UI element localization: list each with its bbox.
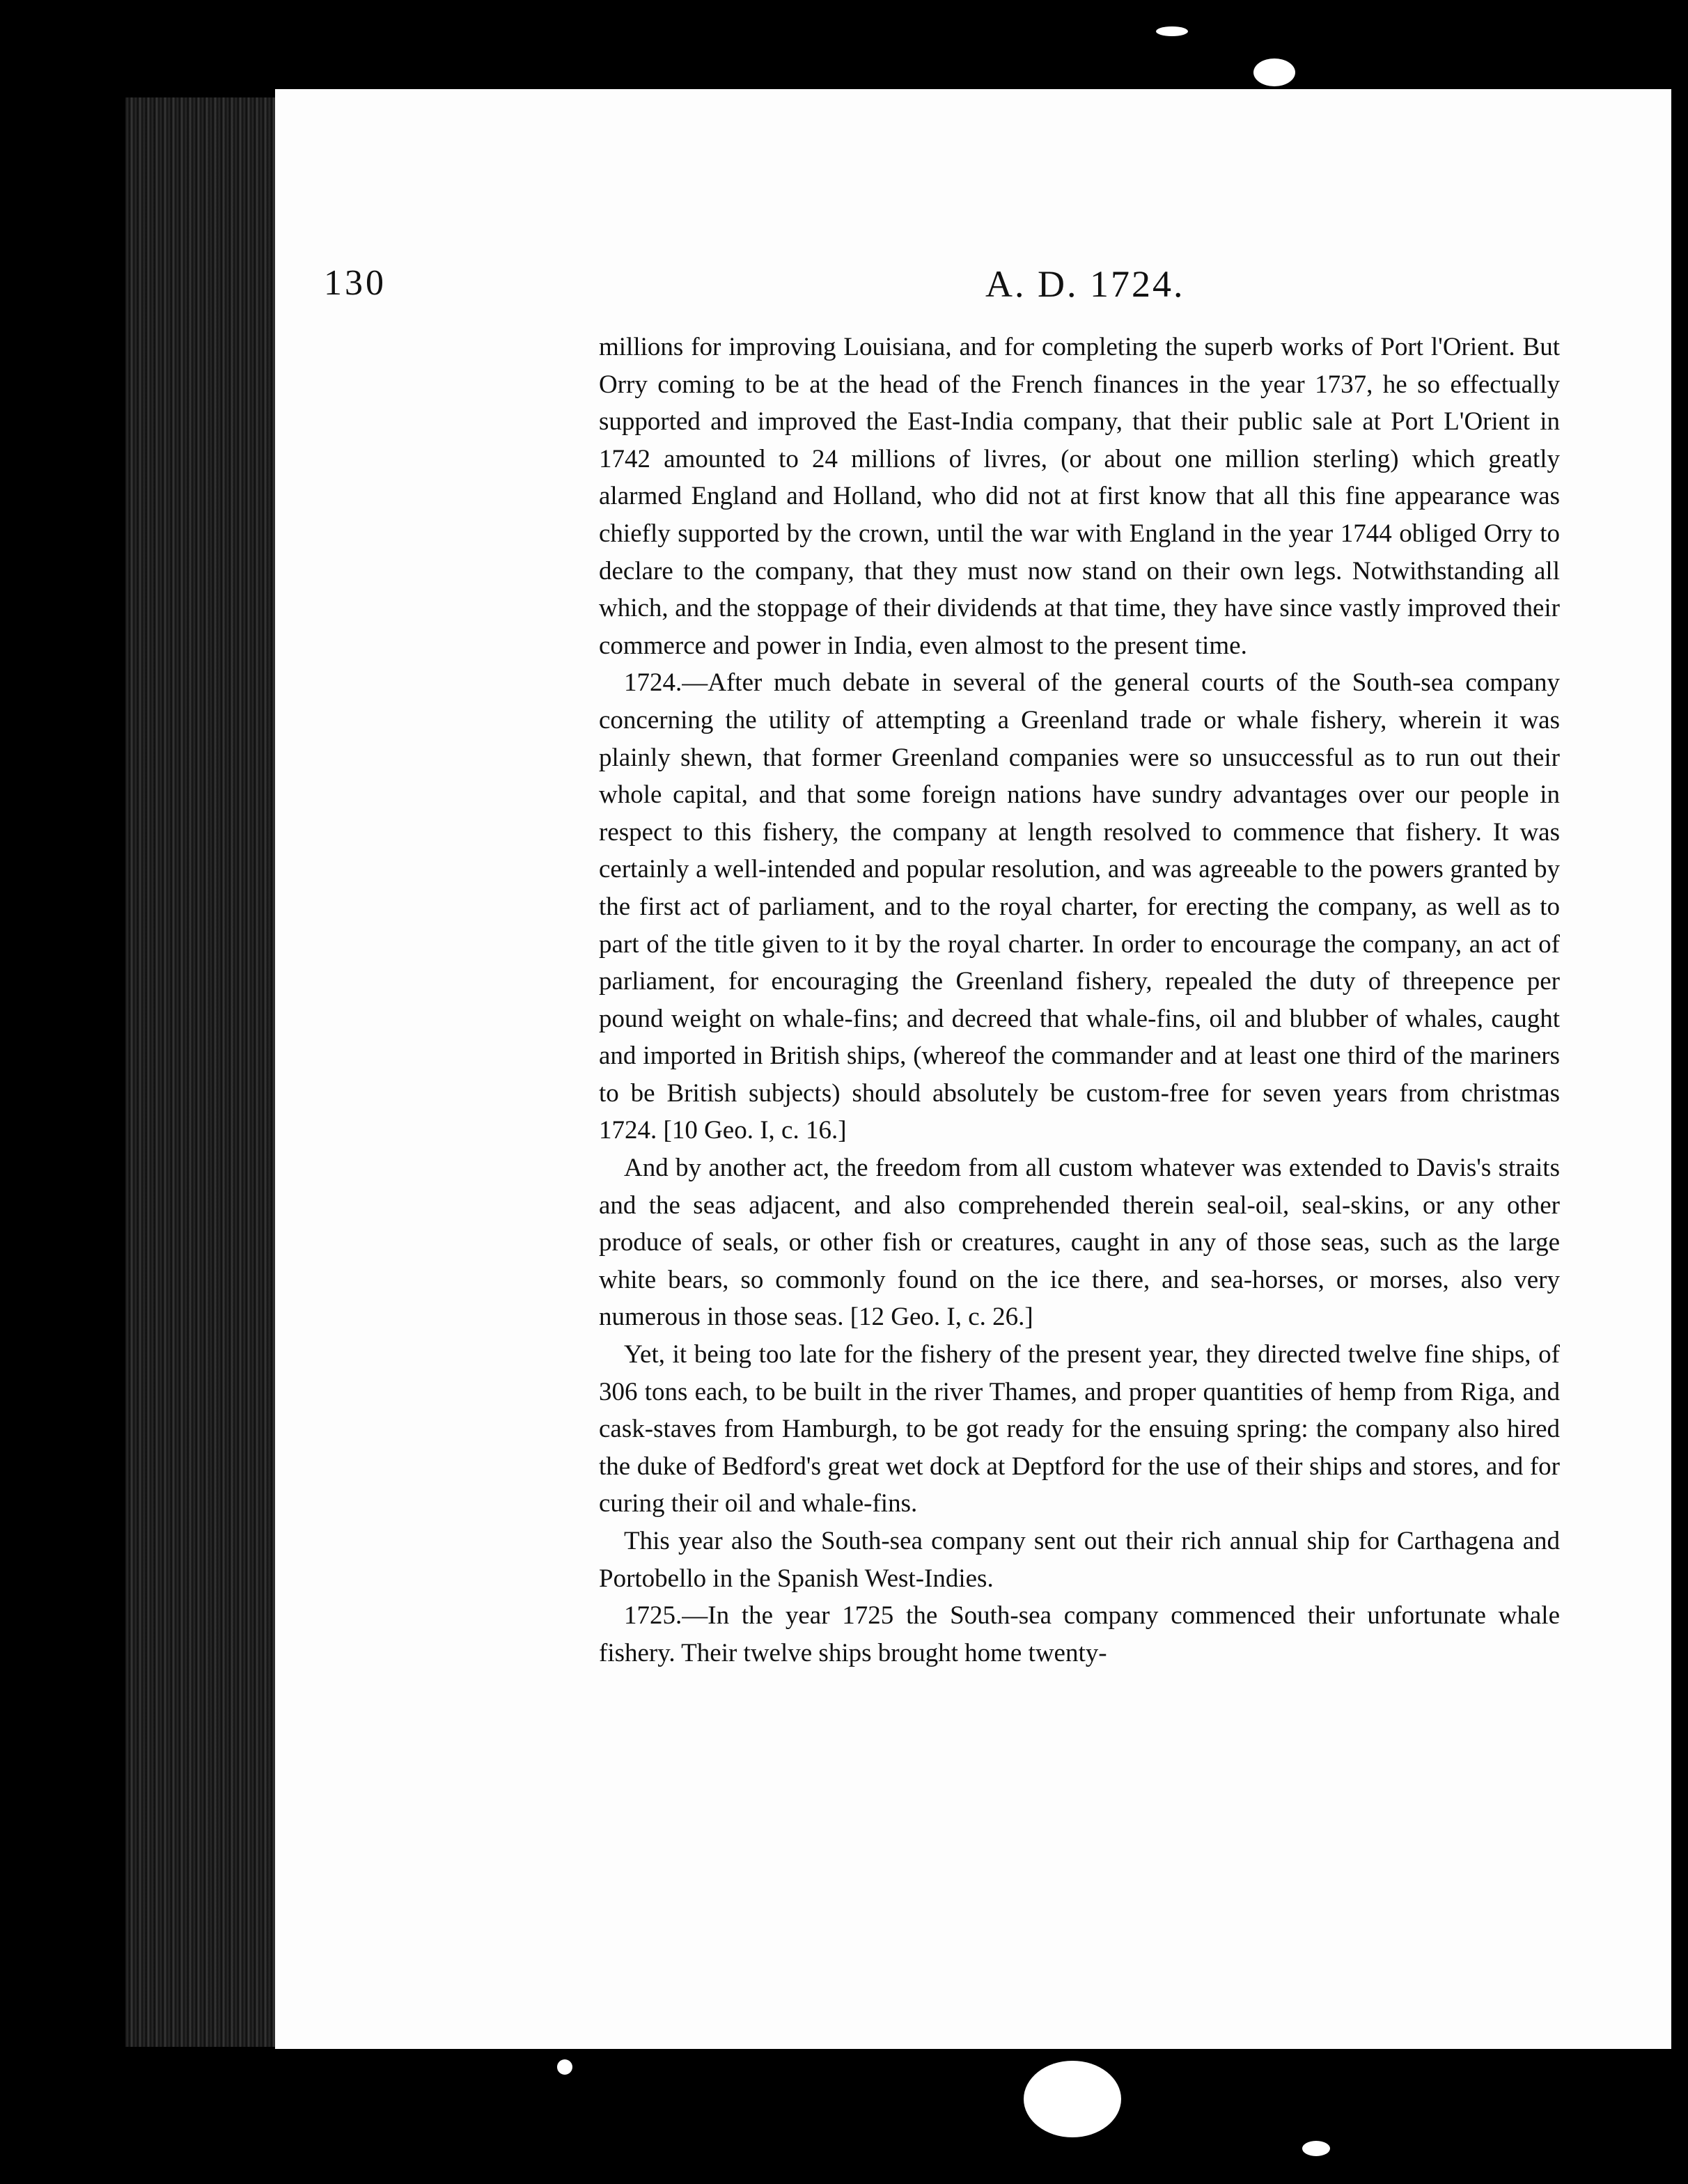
page-header-title: A. D. 1724. — [985, 263, 1185, 305]
dust-speck — [557, 2059, 572, 2075]
dust-speck — [1024, 2061, 1121, 2137]
paragraph-1725-whale-fishery: 1725.—In the year 1725 the South-sea company commenced their unfortunate whale fishery. Their twelve ships brought home twenty- — [599, 1601, 1560, 1667]
dust-speck — [1156, 26, 1188, 36]
paragraph-davis-straits-act: And by another act, the freedom from all custom whatever was extended to Davis's straits and the seas adjacent, and also comprehended therein seal-oil, seal-skins, or any other produce of seals, or other fish or creatures, caught in any of those seas, such as the large white bears, so commonly found on the ice there, and sea-horses, or morses, also very numerous in those seas. [12 Geo. I, c. 26.] — [599, 1154, 1560, 1332]
paragraph-continued: millions for improving Louisiana, and for completing the superb works of Port l'Orient. But Orry coming to be at the head of the French finances in the year 1737, he so effectually supported and improved the East-India company, that their public sale at Port L'Orient in 1742 amounted to 24 millions of livres, (or about one million sterling) which greatly alarmed England and Holland, who did not at first know that all this fine appearance was chiefly supported by the crown, until the war with England in the year 1744 obliged Orry to declare to the company, that they must now stand on their own legs. Notwithstanding all which, and the stoppage of their dividends at that time, they have since vastly improved their commerce and power in India, even almost to the present time. — [599, 333, 1560, 660]
dust-speck — [1302, 2141, 1330, 2156]
paragraph-annual-ship: This year also the South-sea company sent out their rich annual ship for Carthagena and Portobello in the Spanish West-Indies. — [599, 1527, 1560, 1593]
body-text — [599, 329, 1560, 1672]
paragraph-ships-built-thames: Yet, it being too late for the fishery of the present year, they directed twelve fine ships, of 306 tons each, to be built in the river Thames, and proper quantities of hemp from Riga, and cask-staves from Hamburgh, to be got ready for the ensuing spring: the company also hired the duke of Bedford's great wet dock at Deptford for the use of their ships and stores, and for curing their oil and whale-fins. — [599, 1340, 1560, 1518]
paragraph-1724-greenland-fishery: 1724.—After much debate in several of the general courts of the South-sea company concerning the utility of attempting a Greenland trade or whale fishery, wherein it was plainly shewn, that former Greenland companies were so unsuccessful as to run out their whole capital, and that some foreign nations have sundry advantages over our people in respect to this fishery, the company at length resolved to commence that fishery. It was certainly a well-intended and popular resolution, and was agreeable to the powers granted by the first act of parliament, and to the royal charter, for erecting the company, as well as to part of the title given to it by the royal charter. In order to encourage the company, an act of parliament, for encouraging the Greenland fishery, repealed the duty of threepence per pound weight on whale-fins; and decreed that whale-fins, oil and blubber of whales, caught and imported in British ships, (whereof the commander and at least one third of the mariners to be British subjects) should absolutely be custom-free for seven years from christmas 1724. [10 Geo. I, c. 16.] — [599, 668, 1560, 1145]
running-head — [324, 262, 1560, 318]
page-number: 130 — [324, 263, 386, 303]
book-binding-edge — [125, 97, 279, 2047]
dust-speck — [1253, 58, 1295, 86]
